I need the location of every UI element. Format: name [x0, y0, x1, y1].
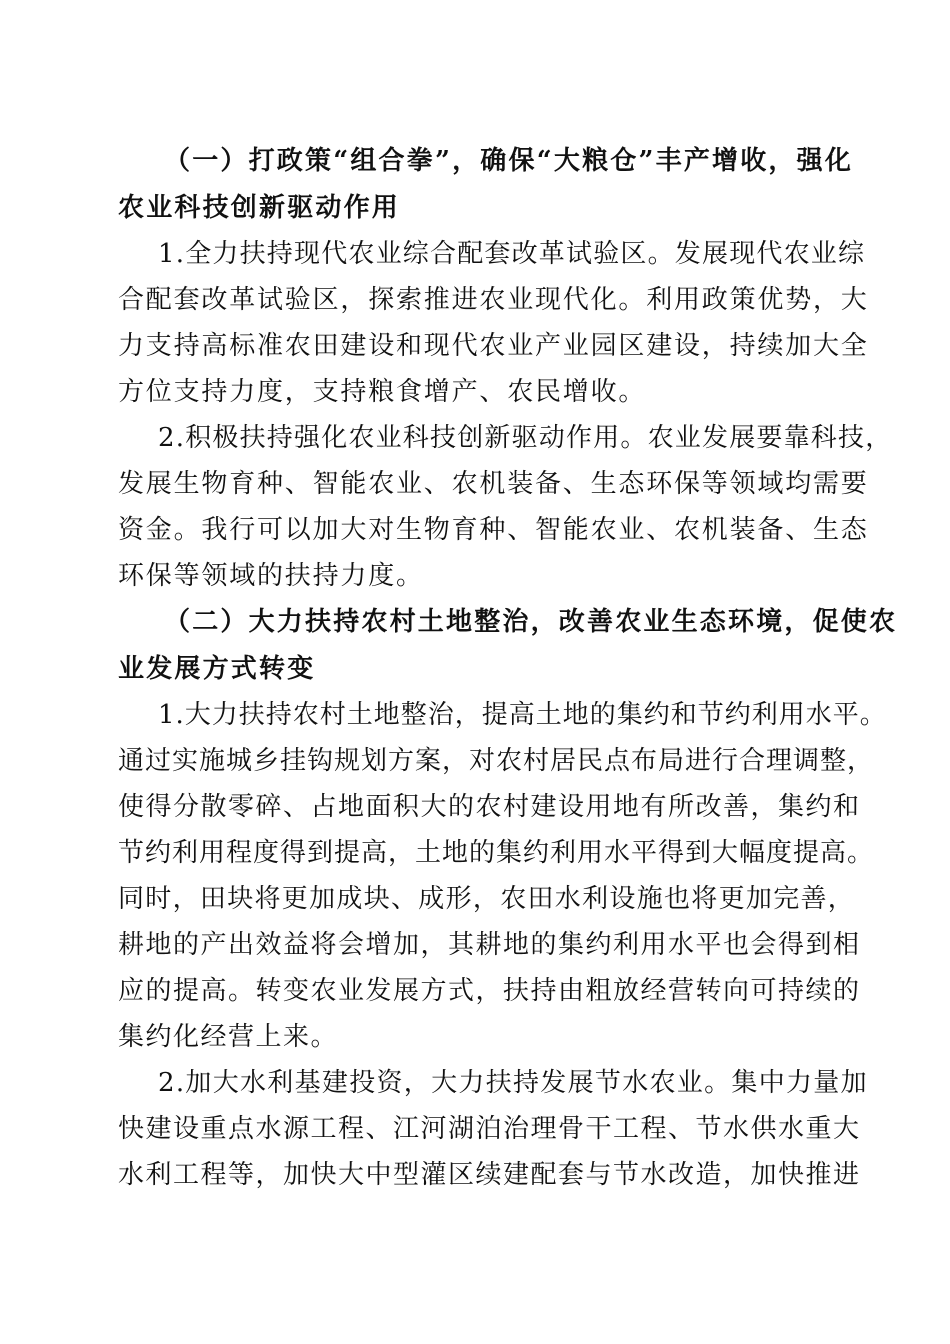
paragraph-line: 水利工程等，加快大中型灌区续建配套与节水改造，加快推进: [118, 1160, 861, 1190]
paragraph-line: 1.大力扶持农村土地整治，提高土地的集约和节约利用水平。: [158, 700, 887, 730]
paragraph-line: 使得分散零碎、占地面积大的农村建设用地有所改善，集约和: [118, 792, 861, 822]
paragraph-line: 集约化经营上来。: [118, 1022, 339, 1052]
paragraph-line: 通过实施城乡挂钩规划方案，对农村居民点布局进行合理调整，: [118, 746, 875, 776]
paragraph-line: 快建设重点水源工程、江河湖泊治理骨干工程、节水供水重大: [118, 1114, 861, 1144]
paragraph-line: 资金。我行可以加大对生物育种、智能农业、农机装备、生态: [118, 515, 869, 545]
paragraph-line: 发展生物育种、智能农业、农机装备、生态环保等领域均需要: [118, 469, 869, 499]
section-heading-2-line-1: （二）大力扶持农村土地整治，改善农业生态环境，促使农: [164, 607, 898, 637]
paragraph-line: 应的提高。转变农业发展方式，扶持由粗放经营转向可持续的: [118, 976, 861, 1006]
paragraph-line: 同时，田块将更加成块、成形，农田水利设施也将更加完善，: [118, 884, 856, 914]
paragraph-line: 1.全力扶持现代农业综合配套改革试验区。发展现代农业综: [158, 239, 866, 269]
paragraph-line: 环保等领域的扶持力度。: [118, 561, 424, 591]
paragraph-line: 2.积极扶持强化农业科技创新驱动作用。农业发展要靠科技，: [158, 423, 893, 453]
paragraph-line: 耕地的产出效益将会增加，其耕地的集约利用水平也会得到相: [118, 930, 861, 960]
paragraph-line: 节约利用程度得到提高，土地的集约利用水平得到大幅度提高。: [118, 838, 875, 868]
section-heading-1-line-1: （一）打政策“组合拳”，确保“大粮仓”丰产增收，强化: [164, 146, 854, 176]
paragraph-line: 方位支持力度，支持粮食增产、农民增收。: [118, 377, 647, 407]
paragraph-line: 力支持高标准农田建设和现代农业产业园区建设，持续加大全: [118, 331, 869, 361]
section-heading-2-line-2: 业发展方式转变: [118, 654, 316, 684]
paragraph-line: 2.加大水利基建投资，大力扶持发展节水农业。集中力量加: [158, 1068, 868, 1098]
paragraph-line: 合配套改革试验区，探索推进农业现代化。利用政策优势，大: [118, 285, 869, 315]
section-heading-1-line-2: 农业科技创新驱动作用: [118, 193, 401, 223]
